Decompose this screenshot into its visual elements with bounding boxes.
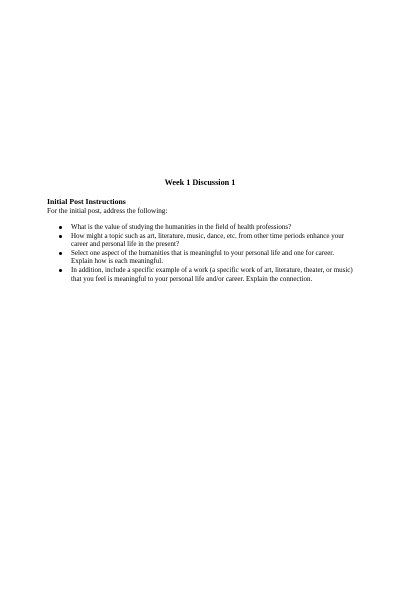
instructions-section bbox=[47, 197, 367, 216]
section-heading: Initial Post Instructions bbox=[47, 197, 126, 206]
list-item-text: What is the value of studying the humanities in the field of health professions? bbox=[71, 223, 292, 231]
bullet-icon bbox=[59, 226, 62, 229]
list-item bbox=[57, 223, 357, 232]
question-list bbox=[57, 223, 357, 283]
list-item bbox=[57, 249, 357, 266]
list-item-text: Select one aspect of the humanities that is meaningful to your personal life and one for career. Explain how is each meaningful. bbox=[71, 248, 334, 266]
document-title: Week 1 Discussion 1 bbox=[164, 178, 236, 187]
bullet-icon bbox=[59, 235, 62, 238]
list-item bbox=[57, 232, 357, 249]
list-item bbox=[57, 266, 357, 283]
intro-text: For the initial post, address the following: bbox=[47, 206, 168, 215]
list-item-text: How might a topic such as art, literature, music, dance, etc. from other time periods enhance your career and personal life in the present? bbox=[71, 231, 345, 249]
bullet-icon bbox=[59, 269, 62, 272]
bullet-icon bbox=[59, 252, 62, 255]
list-item-text: In addition, include a specific example of a work (a specific work of art, literature, theater, or music) that you feel is meaningful to your personal life and/or career. Explain the connection. bbox=[71, 265, 353, 283]
